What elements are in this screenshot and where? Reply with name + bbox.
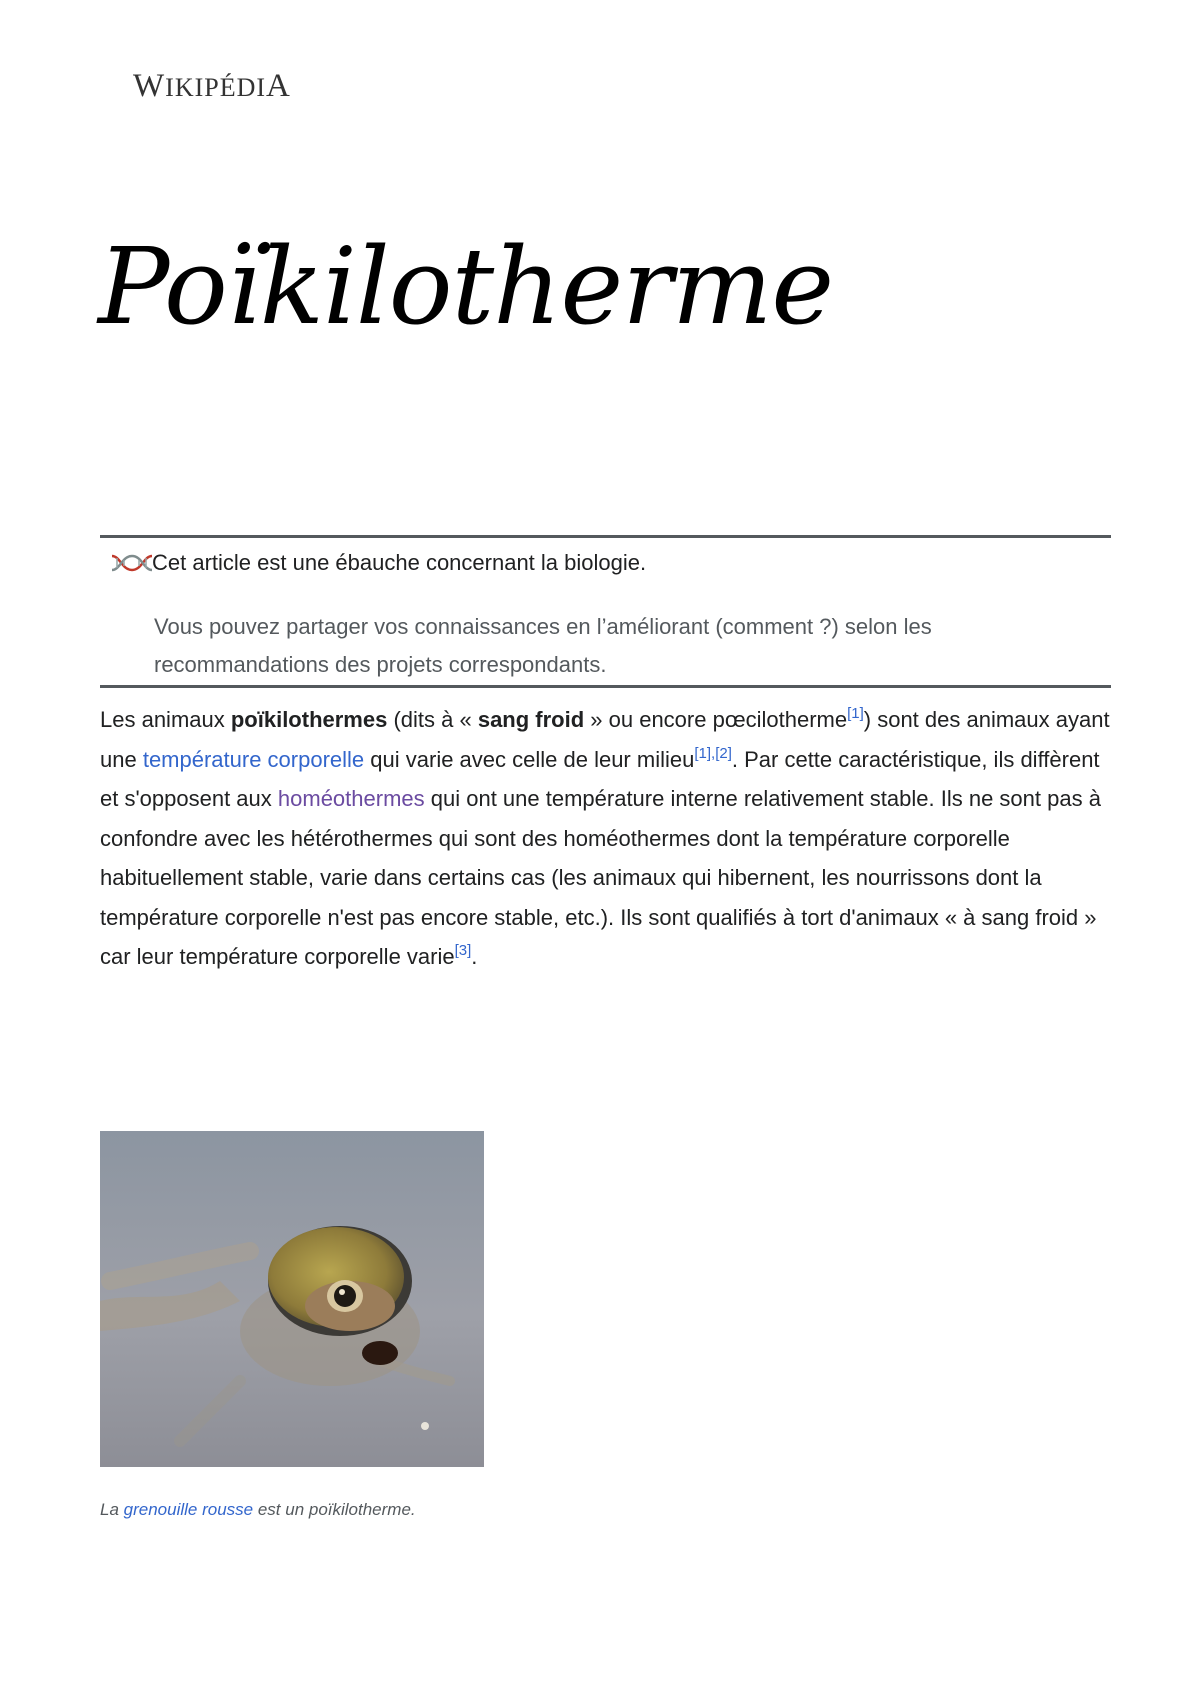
lead-text: » ou encore pœcilotherme	[584, 707, 848, 732]
stub-text: Vous pouvez partager vos connaissances en l’améliorant (comment ?) selon les recommandations des projets correspondants.	[154, 614, 932, 677]
stub-title: Cet article est une ébauche concernant la biologie.	[152, 550, 647, 575]
reference-link[interactable]: [1]	[694, 744, 712, 762]
dna-icon	[110, 552, 154, 574]
lead-paragraph	[100, 700, 1115, 977]
caption-text: La	[100, 1500, 124, 1519]
bold-term: sang froid	[477, 707, 585, 732]
lead-text: ) sont des animaux ayant une	[100, 707, 1110, 772]
figure-caption	[100, 1500, 416, 1520]
caption-text: est un poïkilotherme.	[253, 1500, 416, 1519]
logo-first-letter: W	[133, 68, 166, 104]
logo-middle: IKIPÉDI	[165, 73, 267, 102]
reference-link[interactable]: [3]	[454, 942, 472, 959]
logo-last-letter: A	[266, 68, 291, 104]
reference-link[interactable]: [2]	[715, 744, 732, 762]
lead-text: . Par cette caractéristique, ils diffèrent et s'opposent aux	[100, 746, 1100, 811]
link-temperature-corporelle[interactable]: température corporelle	[142, 746, 365, 772]
link-homeothermes[interactable]: homéothermes	[277, 786, 425, 811]
stub-notice	[100, 535, 1111, 688]
lead-text: qui varie avec celle de leur milieu	[364, 746, 695, 772]
frog-image[interactable]	[100, 1131, 484, 1467]
wikipedia-logo[interactable]	[133, 68, 291, 105]
lead-text: (dits à «	[387, 707, 478, 732]
lead-text: .	[471, 944, 478, 969]
bold-term: poïkilothermes	[230, 707, 388, 732]
reference-separator: ,	[711, 744, 716, 762]
page-title: Poïkilotherme	[98, 225, 834, 348]
link-grenouille-rousse[interactable]: grenouille rousse	[123, 1500, 254, 1519]
lead-text: qui ont une température interne relativement stable. Ils ne sont pas à confondre avec les hétérothermes qui sont des homéothermes dont la température corporelle habituellement stable, varie dans certains cas (les animaux qui hibernent, les nourrissons dont la température corporelle n'est pas encore stable, etc.). Ils sont qualifiés à tort d'animaux « à sang froid » car leur température corporelle varie	[100, 786, 1101, 969]
lead-text: Les animaux	[100, 707, 231, 732]
reference-link[interactable]: [1]	[847, 705, 864, 722]
